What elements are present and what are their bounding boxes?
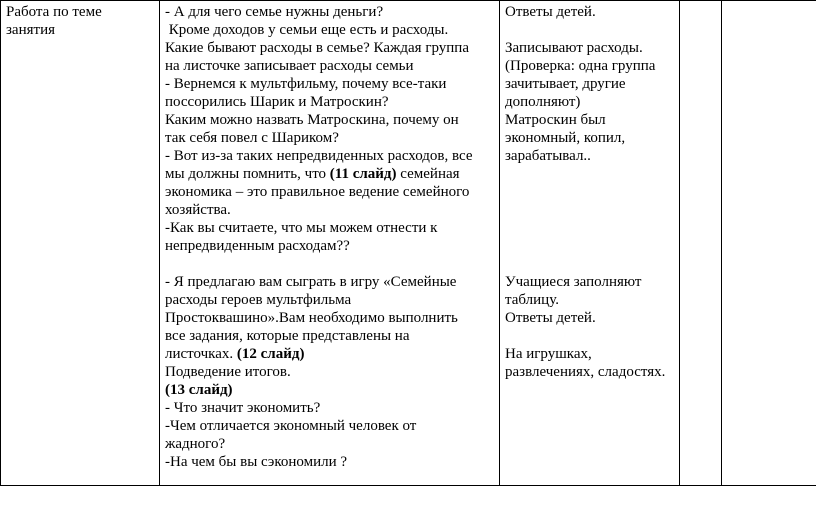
student-line: дополняют)	[505, 94, 581, 110]
blank-line	[505, 327, 674, 345]
stage-cell	[1, 1, 160, 486]
slide-reference: (11 слайд)	[329, 166, 397, 182]
blank-line	[165, 255, 494, 273]
teacher-line: расходы героев мультфильма	[165, 292, 352, 308]
teacher-line: хозяйства.	[165, 202, 231, 218]
student-line: (Проверка: одна группа	[505, 58, 656, 74]
teacher-line: Кроме доходов у семьи еще есть и расходы.	[165, 22, 449, 38]
teacher-line: - А для чего семье нужны деньги?	[165, 4, 384, 20]
teacher-line: - Что значит экономить?	[165, 400, 321, 416]
teacher-line: так себя повел с Шариком?	[165, 130, 339, 146]
teacher-line-with-slide	[165, 345, 494, 363]
teacher-line: - Я предлагаю вам сыграть в игру «Семейные	[165, 274, 457, 290]
teacher-line: Подведение итогов.	[165, 364, 291, 380]
teacher-line: -На чем бы вы сэкономили ?	[165, 454, 348, 470]
teacher-line: Каким можно назвать Матроскина, почему он	[165, 112, 459, 128]
student-line: развлечениях, сладостях.	[505, 364, 666, 380]
student-line: экономный, копил,	[505, 130, 626, 146]
teacher-line: Простоквашино».Вам необходимо выполнить	[165, 310, 458, 326]
blank-space	[505, 165, 674, 273]
student-line: Учащиеся заполняют	[505, 274, 642, 290]
teacher-line-with-slide	[165, 165, 494, 183]
stage-line: Работа по теме	[6, 4, 102, 20]
student-line: зарабатывал..	[505, 148, 591, 164]
empty-cell	[722, 1, 816, 486]
teacher-line: экономика – это правильное ведение семейного	[165, 184, 470, 200]
teacher-line: -Чем отличается экономный человек от	[165, 418, 417, 434]
student-line: На игрушках,	[505, 346, 592, 362]
teacher-activity-cell	[160, 1, 500, 486]
student-line: таблицу.	[505, 292, 559, 308]
teacher-line: -Как вы считаете, что мы можем отнести к	[165, 220, 438, 236]
slide-reference: (12 слайд)	[236, 346, 305, 362]
teacher-text: листочках.	[165, 346, 237, 362]
student-line: Ответы детей.	[505, 310, 596, 326]
teacher-line: поссорились Шарик и Матроскин?	[165, 94, 389, 110]
teacher-line: все задания, которые представлены на	[165, 328, 410, 344]
slide-reference: (13 слайд)	[165, 382, 233, 398]
student-activity-cell	[500, 1, 680, 486]
student-line: Матроскин был	[505, 112, 606, 128]
teacher-line: жадного?	[165, 436, 226, 452]
teacher-text: мы должны помнить, что	[165, 166, 330, 182]
teacher-line: Какие бывают расходы в семье? Каждая группа	[165, 40, 469, 56]
student-line: Записывают расходы.	[505, 40, 643, 56]
student-line: зачитывает, другие	[505, 76, 626, 92]
teacher-line: на листочке записывает расходы семьи	[165, 58, 414, 74]
teacher-text: семейная	[396, 166, 460, 182]
teacher-line: - Вернемся к мультфильму, почему все-таки	[165, 76, 447, 92]
empty-cell	[680, 1, 722, 486]
stage-line: занятия	[6, 22, 55, 38]
teacher-line	[165, 381, 494, 399]
table-row	[1, 1, 816, 486]
student-line: Ответы детей.	[505, 4, 596, 20]
teacher-line: непредвиденным расходам??	[165, 238, 350, 254]
blank-line	[505, 21, 674, 39]
teacher-line: - Вот из-за таких непредвиденных расходов, все	[165, 148, 473, 164]
